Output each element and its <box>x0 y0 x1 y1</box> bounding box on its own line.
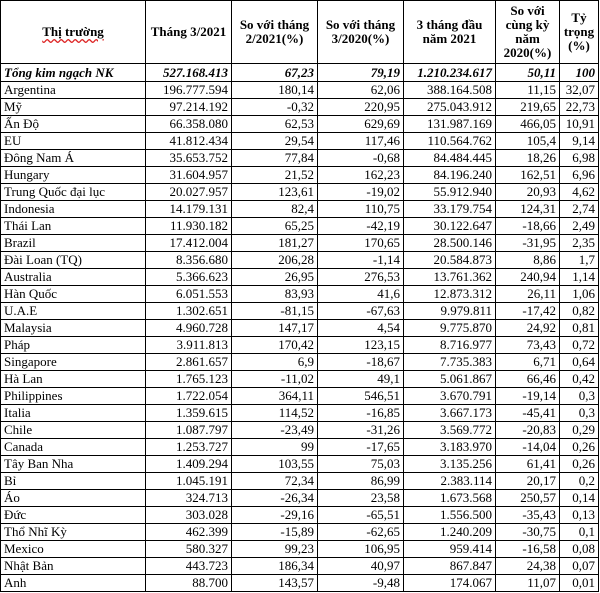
cell-vs-same-period-2020: -16,58 <box>496 541 560 558</box>
cell-vs-mar-2020: -31,26 <box>318 422 404 439</box>
cell-market-name: Nhật Bản <box>1 558 146 575</box>
cell-market-name: Mexico <box>1 541 146 558</box>
cell-vs-mar-2020: -0,68 <box>318 150 404 167</box>
cell-share: 0,26 <box>560 439 599 456</box>
cell-vs-mar-2020: -9,48 <box>318 575 404 592</box>
cell-vs-same-period-2020: -14,04 <box>496 439 560 456</box>
cell-market-name: Argentina <box>1 82 146 99</box>
cell-vs-feb-2021: 26,95 <box>232 269 318 286</box>
cell-q1-2021: 84.484.445 <box>404 150 496 167</box>
cell-march-2021: 17.412.004 <box>146 235 232 252</box>
cell-march-2021: 443.723 <box>146 558 232 575</box>
cell-vs-same-period-2020: 250,57 <box>496 490 560 507</box>
header-vs-mar-2020: So với tháng 3/2020(%) <box>318 1 404 64</box>
cell-vs-same-period-2020: 105,4 <box>496 133 560 150</box>
cell-vs-feb-2021: 147,17 <box>232 320 318 337</box>
cell-march-2021: 14.179.131 <box>146 201 232 218</box>
cell-vs-feb-2021: 180,14 <box>232 82 318 99</box>
cell-march-2021: 1.765.123 <box>146 371 232 388</box>
cell-vs-feb-2021: -23,49 <box>232 422 318 439</box>
cell-vs-feb-2021: -81,15 <box>232 303 318 320</box>
cell-q1-2021: 1.556.500 <box>404 507 496 524</box>
cell-q1-2021: 30.122.647 <box>404 218 496 235</box>
cell-market-name: Philippines <box>1 388 146 405</box>
cell-vs-feb-2021: 99,23 <box>232 541 318 558</box>
cell-share: 0,64 <box>560 354 599 371</box>
cell-share: 6,96 <box>560 167 599 184</box>
cell-march-2021: 31.604.957 <box>146 167 232 184</box>
total-march-2021: 527.168.413 <box>146 64 232 82</box>
cell-march-2021: 1.253.727 <box>146 439 232 456</box>
cell-vs-feb-2021: 206,28 <box>232 252 318 269</box>
table-row <box>1 575 599 592</box>
cell-q1-2021: 33.179.754 <box>404 201 496 218</box>
cell-march-2021: 35.653.752 <box>146 150 232 167</box>
cell-share: 0,82 <box>560 303 599 320</box>
cell-vs-feb-2021: 123,61 <box>232 184 318 201</box>
cell-q1-2021: 9.775.870 <box>404 320 496 337</box>
table-row <box>1 320 599 337</box>
cell-vs-mar-2020: -1,14 <box>318 252 404 269</box>
cell-share: 2,35 <box>560 235 599 252</box>
table-row <box>1 388 599 405</box>
cell-market-name: Malaysia <box>1 320 146 337</box>
cell-vs-feb-2021: -26,34 <box>232 490 318 507</box>
cell-vs-mar-2020: -16,85 <box>318 405 404 422</box>
cell-vs-mar-2020: -67,63 <box>318 303 404 320</box>
cell-vs-same-period-2020: -18,66 <box>496 218 560 235</box>
cell-market-name: U.A.E <box>1 303 146 320</box>
cell-vs-feb-2021: 114,52 <box>232 405 318 422</box>
cell-q1-2021: 55.912.940 <box>404 184 496 201</box>
table-row <box>1 286 599 303</box>
cell-vs-feb-2021: 83,93 <box>232 286 318 303</box>
cell-share: 0,3 <box>560 388 599 405</box>
cell-march-2021: 1.087.797 <box>146 422 232 439</box>
cell-share: 10,91 <box>560 116 599 133</box>
cell-vs-same-period-2020: -20,83 <box>496 422 560 439</box>
cell-share: 0,3 <box>560 405 599 422</box>
cell-march-2021: 66.358.080 <box>146 116 232 133</box>
cell-share: 0,29 <box>560 422 599 439</box>
cell-vs-same-period-2020: -31,95 <box>496 235 560 252</box>
cell-vs-feb-2021: 186,34 <box>232 558 318 575</box>
cell-march-2021: 6.051.553 <box>146 286 232 303</box>
cell-market-name: Brazil <box>1 235 146 252</box>
cell-vs-feb-2021: 364,11 <box>232 388 318 405</box>
cell-market-name: Pháp <box>1 337 146 354</box>
cell-market-name: Đông Nam Á <box>1 150 146 167</box>
cell-march-2021: 1.409.294 <box>146 456 232 473</box>
cell-market-name: Thái Lan <box>1 218 146 235</box>
cell-vs-mar-2020: 546,51 <box>318 388 404 405</box>
table-row <box>1 439 599 456</box>
cell-vs-feb-2021: 72,34 <box>232 473 318 490</box>
header-share: Tỷ trọng (%) <box>560 1 599 64</box>
cell-vs-feb-2021: 6,9 <box>232 354 318 371</box>
cell-market-name: Đức <box>1 507 146 524</box>
cell-vs-same-period-2020: 8,86 <box>496 252 560 269</box>
table-row <box>1 371 599 388</box>
cell-q1-2021: 1.673.568 <box>404 490 496 507</box>
table-row <box>1 524 599 541</box>
cell-vs-mar-2020: 110,75 <box>318 201 404 218</box>
cell-vs-mar-2020: 276,53 <box>318 269 404 286</box>
cell-march-2021: 20.027.957 <box>146 184 232 201</box>
cell-march-2021: 41.812.434 <box>146 133 232 150</box>
cell-march-2021: 3.911.813 <box>146 337 232 354</box>
cell-q1-2021: 9.979.811 <box>404 303 496 320</box>
cell-share: 1,06 <box>560 286 599 303</box>
cell-vs-same-period-2020: 18,26 <box>496 150 560 167</box>
cell-vs-mar-2020: 40,97 <box>318 558 404 575</box>
cell-vs-mar-2020: 220,95 <box>318 99 404 116</box>
cell-march-2021: 580.327 <box>146 541 232 558</box>
cell-vs-mar-2020: 117,46 <box>318 133 404 150</box>
cell-share: 0,07 <box>560 558 599 575</box>
cell-vs-feb-2021: 99 <box>232 439 318 456</box>
cell-vs-same-period-2020: 66,46 <box>496 371 560 388</box>
cell-vs-feb-2021: 143,57 <box>232 575 318 592</box>
cell-market-name: Bỉ <box>1 473 146 490</box>
cell-march-2021: 2.861.657 <box>146 354 232 371</box>
cell-market-name: Chile <box>1 422 146 439</box>
cell-vs-feb-2021: -29,16 <box>232 507 318 524</box>
table-row <box>1 269 599 286</box>
table-row <box>1 303 599 320</box>
cell-vs-same-period-2020: 11,07 <box>496 575 560 592</box>
table-row <box>1 490 599 507</box>
cell-vs-same-period-2020: 240,94 <box>496 269 560 286</box>
cell-vs-mar-2020: -62,65 <box>318 524 404 541</box>
table-row <box>1 235 599 252</box>
cell-q1-2021: 275.043.912 <box>404 99 496 116</box>
cell-share: 2,74 <box>560 201 599 218</box>
cell-vs-mar-2020: 170,65 <box>318 235 404 252</box>
cell-vs-feb-2021: -0,32 <box>232 99 318 116</box>
table-row <box>1 337 599 354</box>
cell-march-2021: 8.356.680 <box>146 252 232 269</box>
cell-vs-same-period-2020: 24,38 <box>496 558 560 575</box>
table-row <box>1 133 599 150</box>
table-row <box>1 201 599 218</box>
cell-vs-mar-2020: -42,19 <box>318 218 404 235</box>
header-row <box>1 1 599 64</box>
cell-share: 0,42 <box>560 371 599 388</box>
cell-q1-2021: 20.584.873 <box>404 252 496 269</box>
cell-q1-2021: 8.716.977 <box>404 337 496 354</box>
cell-march-2021: 1.045.191 <box>146 473 232 490</box>
header-vs-feb-2021: So với tháng 2/2021(%) <box>232 1 318 64</box>
cell-vs-mar-2020: -18,67 <box>318 354 404 371</box>
cell-vs-feb-2021: 103,55 <box>232 456 318 473</box>
cell-vs-mar-2020: 106,95 <box>318 541 404 558</box>
header-march-2021: Tháng 3/2021 <box>146 1 232 64</box>
cell-vs-feb-2021: 77,84 <box>232 150 318 167</box>
cell-market-name: Đài Loan (TQ) <box>1 252 146 269</box>
cell-march-2021: 5.366.623 <box>146 269 232 286</box>
cell-vs-feb-2021: 82,4 <box>232 201 318 218</box>
cell-vs-same-period-2020: -17,42 <box>496 303 560 320</box>
cell-march-2021: 1.302.651 <box>146 303 232 320</box>
cell-march-2021: 97.214.192 <box>146 99 232 116</box>
cell-share: 6,98 <box>560 150 599 167</box>
total-name: Tổng kim ngạch NK <box>1 64 146 82</box>
cell-vs-same-period-2020: 20,93 <box>496 184 560 201</box>
cell-q1-2021: 3.183.970 <box>404 439 496 456</box>
cell-vs-mar-2020: -17,65 <box>318 439 404 456</box>
total-share: 100 <box>560 64 599 82</box>
cell-march-2021: 88.700 <box>146 575 232 592</box>
cell-march-2021: 4.960.728 <box>146 320 232 337</box>
table-row <box>1 99 599 116</box>
cell-march-2021: 1.722.054 <box>146 388 232 405</box>
cell-q1-2021: 7.735.383 <box>404 354 496 371</box>
total-vs-mar-2020: 79,19 <box>318 64 404 82</box>
cell-vs-feb-2021: 29,54 <box>232 133 318 150</box>
cell-market-name: Hàn Quốc <box>1 286 146 303</box>
cell-vs-feb-2021: 65,25 <box>232 218 318 235</box>
table-row <box>1 558 599 575</box>
cell-vs-feb-2021: 62,53 <box>232 116 318 133</box>
cell-vs-same-period-2020: 61,41 <box>496 456 560 473</box>
cell-market-name: Singapore <box>1 354 146 371</box>
cell-share: 0,08 <box>560 541 599 558</box>
table-row <box>1 150 599 167</box>
cell-q1-2021: 3.135.256 <box>404 456 496 473</box>
cell-market-name: Anh <box>1 575 146 592</box>
cell-share: 1,14 <box>560 269 599 286</box>
cell-q1-2021: 1.240.209 <box>404 524 496 541</box>
cell-share: 4,62 <box>560 184 599 201</box>
cell-market-name: Ấn Độ <box>1 116 146 133</box>
cell-vs-same-period-2020: -30,75 <box>496 524 560 541</box>
cell-share: 0,1 <box>560 524 599 541</box>
cell-vs-same-period-2020: 20,17 <box>496 473 560 490</box>
cell-vs-same-period-2020: 24,92 <box>496 320 560 337</box>
table-row <box>1 354 599 371</box>
cell-vs-same-period-2020: -35,43 <box>496 507 560 524</box>
table-row <box>1 422 599 439</box>
cell-vs-mar-2020: -65,51 <box>318 507 404 524</box>
cell-share: 9,14 <box>560 133 599 150</box>
cell-share: 0,2 <box>560 473 599 490</box>
cell-q1-2021: 110.564.762 <box>404 133 496 150</box>
header-market: Thị trường <box>1 1 146 64</box>
cell-market-name: EU <box>1 133 146 150</box>
cell-market-name: Hungary <box>1 167 146 184</box>
table-row <box>1 541 599 558</box>
table-row <box>1 82 599 99</box>
cell-share: 0,72 <box>560 337 599 354</box>
table-row <box>1 167 599 184</box>
cell-march-2021: 11.930.182 <box>146 218 232 235</box>
cell-march-2021: 196.777.594 <box>146 82 232 99</box>
cell-market-name: Thổ Nhĩ Kỳ <box>1 524 146 541</box>
cell-market-name: Tây Ban Nha <box>1 456 146 473</box>
cell-q1-2021: 84.196.240 <box>404 167 496 184</box>
header-vs-same-period-2020: So với cùng kỳ năm 2020(%) <box>496 1 560 64</box>
table-row <box>1 507 599 524</box>
cell-share: 22,73 <box>560 99 599 116</box>
cell-vs-mar-2020: 62,06 <box>318 82 404 99</box>
cell-vs-same-period-2020: 124,31 <box>496 201 560 218</box>
cell-vs-feb-2021: -11,02 <box>232 371 318 388</box>
cell-vs-same-period-2020: 11,15 <box>496 82 560 99</box>
cell-share: 0,81 <box>560 320 599 337</box>
cell-q1-2021: 131.987.169 <box>404 116 496 133</box>
cell-vs-feb-2021: 181,27 <box>232 235 318 252</box>
cell-vs-same-period-2020: 6,71 <box>496 354 560 371</box>
cell-vs-same-period-2020: 219,65 <box>496 99 560 116</box>
cell-market-name: Trung Quốc đại lục <box>1 184 146 201</box>
table-row <box>1 116 599 133</box>
cell-vs-mar-2020: -19,02 <box>318 184 404 201</box>
cell-market-name: Italia <box>1 405 146 422</box>
cell-q1-2021: 3.569.772 <box>404 422 496 439</box>
cell-share: 0,14 <box>560 490 599 507</box>
cell-q1-2021: 13.761.362 <box>404 269 496 286</box>
cell-q1-2021: 2.383.114 <box>404 473 496 490</box>
cell-vs-mar-2020: 123,15 <box>318 337 404 354</box>
cell-march-2021: 324.713 <box>146 490 232 507</box>
cell-march-2021: 303.028 <box>146 507 232 524</box>
cell-vs-mar-2020: 629,69 <box>318 116 404 133</box>
cell-vs-mar-2020: 23,58 <box>318 490 404 507</box>
cell-vs-same-period-2020: 73,43 <box>496 337 560 354</box>
cell-vs-mar-2020: 162,23 <box>318 167 404 184</box>
table-row <box>1 456 599 473</box>
cell-market-name: Canada <box>1 439 146 456</box>
cell-market-name: Indonesia <box>1 201 146 218</box>
cell-share: 1,7 <box>560 252 599 269</box>
table-row <box>1 405 599 422</box>
cell-market-name: Australia <box>1 269 146 286</box>
cell-vs-same-period-2020: 26,11 <box>496 286 560 303</box>
cell-market-name: Mỹ <box>1 99 146 116</box>
cell-vs-feb-2021: 21,52 <box>232 167 318 184</box>
total-vs-same-period-2020: 50,11 <box>496 64 560 82</box>
cell-q1-2021: 5.061.867 <box>404 371 496 388</box>
cell-q1-2021: 174.067 <box>404 575 496 592</box>
cell-vs-same-period-2020: 162,51 <box>496 167 560 184</box>
cell-share: 0,01 <box>560 575 599 592</box>
cell-vs-mar-2020: 86,99 <box>318 473 404 490</box>
cell-share: 2,49 <box>560 218 599 235</box>
cell-vs-mar-2020: 41,6 <box>318 286 404 303</box>
cell-march-2021: 462.399 <box>146 524 232 541</box>
cell-march-2021: 1.359.615 <box>146 405 232 422</box>
cell-share: 0,26 <box>560 456 599 473</box>
cell-share: 32,07 <box>560 82 599 99</box>
cell-vs-same-period-2020: 466,05 <box>496 116 560 133</box>
cell-vs-feb-2021: 170,42 <box>232 337 318 354</box>
cell-q1-2021: 12.873.312 <box>404 286 496 303</box>
total-q1-2021: 1.210.234.617 <box>404 64 496 82</box>
cell-share: 0,13 <box>560 507 599 524</box>
header-q1-2021: 3 tháng đầu năm 2021 <box>404 1 496 64</box>
table-row <box>1 252 599 269</box>
table-row <box>1 473 599 490</box>
cell-vs-mar-2020: 4,54 <box>318 320 404 337</box>
cell-q1-2021: 3.667.173 <box>404 405 496 422</box>
cell-q1-2021: 28.500.146 <box>404 235 496 252</box>
cell-vs-feb-2021: -15,89 <box>232 524 318 541</box>
cell-market-name: Hà Lan <box>1 371 146 388</box>
table-row <box>1 218 599 235</box>
cell-market-name: Áo <box>1 490 146 507</box>
cell-vs-same-period-2020: -45,41 <box>496 405 560 422</box>
cell-q1-2021: 959.414 <box>404 541 496 558</box>
cell-q1-2021: 3.670.791 <box>404 388 496 405</box>
cell-vs-mar-2020: 75,03 <box>318 456 404 473</box>
cell-vs-mar-2020: 49,1 <box>318 371 404 388</box>
total-vs-feb-2021: 67,23 <box>232 64 318 82</box>
cell-q1-2021: 388.164.508 <box>404 82 496 99</box>
table-row <box>1 184 599 201</box>
total-row <box>1 64 599 82</box>
cell-q1-2021: 867.847 <box>404 558 496 575</box>
cell-vs-same-period-2020: -19,14 <box>496 388 560 405</box>
